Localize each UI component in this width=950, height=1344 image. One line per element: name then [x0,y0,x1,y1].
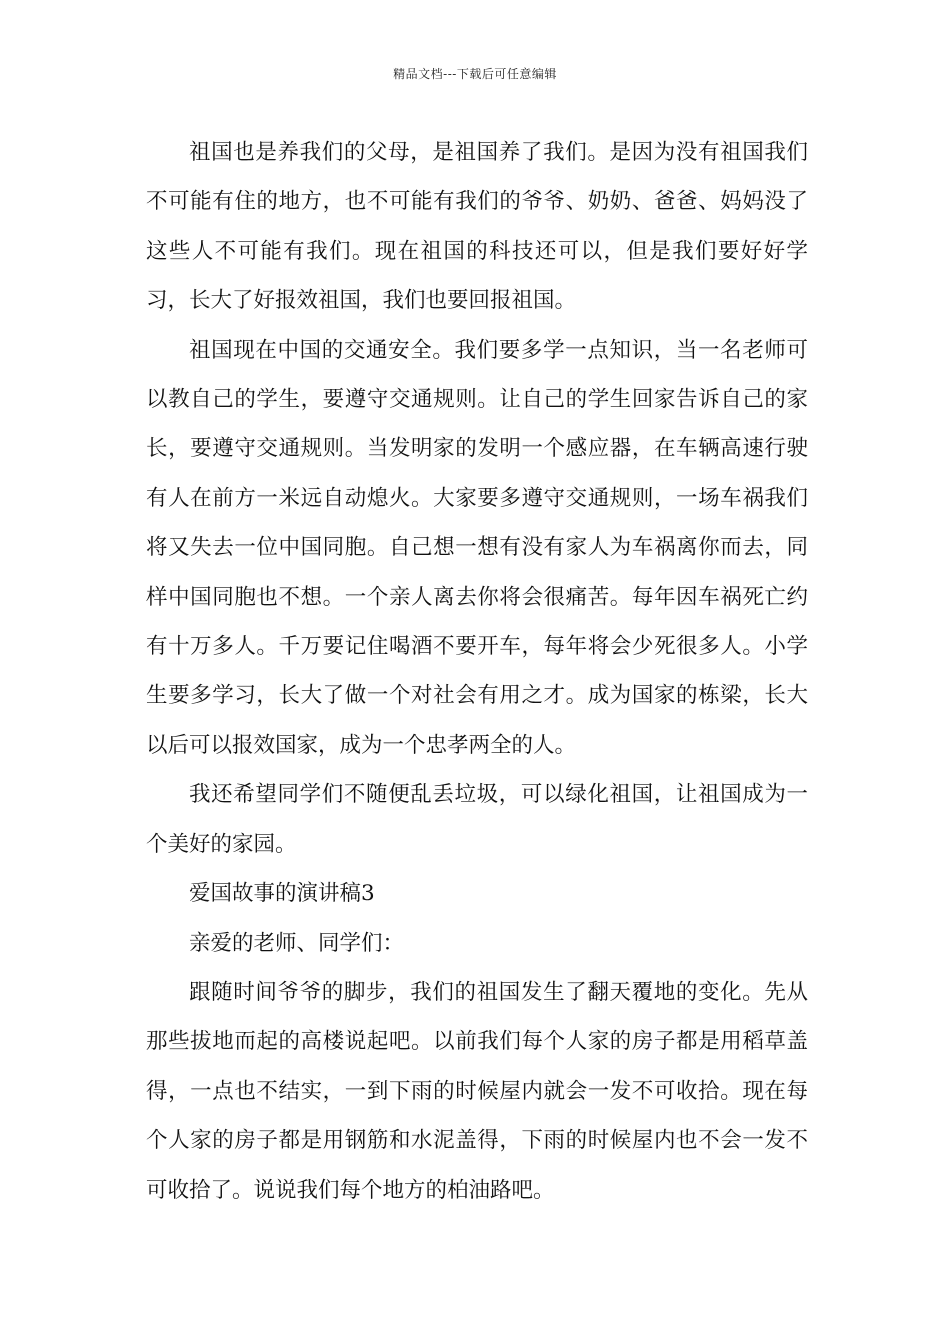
paragraph-no-littering: 我还希望同学们不随便乱丢垃圾，可以绿化祖国，让祖国成为一个美好的家园。 [146,782,808,857]
section-title: 爱国故事的演讲稿3 [189,881,375,907]
page-header: 精品文档---下载后可任意编辑 [393,67,557,81]
document-body [146,128,808,1215]
paragraph-traffic-safety: 祖国现在中国的交通安全。我们要多学一点知识，当一名老师可以教自己的学生，要遵守交通规则。让自己的学生回家告诉自己的家长，要遵守交通规则。当发明家的发明一个感应器，在车辆高速行驶有人在前方一米远自动熄火。大家要多遵守交通规则，一场车祸我们将又失去一位中国同胞。自己想一想有没有家人为车祸离你而去，同样中国同胞也不想。一个亲人离去你将会很痛苦。每年因车祸死亡约有十万多人。千万要记住喝酒不要开车，每年将会少死很多人。小学生要多学习，长大了做一个对社会有用之才。成为国家的栋梁，长大以后可以报效国家，成为一个忠孝两全的人。 [146,337,808,758]
paragraph-motherland-parents: 祖国也是养我们的父母，是祖国养了我们。是因为没有祖国我们不可能有住的地方，也不可能有我们的爷爷、奶奶、爸爸、妈妈没了这些人不可能有我们。现在祖国的科技还可以，但是我们要好好学习，长大了好报效祖国，我们也要回报祖国。 [146,140,808,314]
paragraph-changes: 跟随时间爷爷的脚步，我们的祖国发生了翻天覆地的变化。先从那些拔地而起的高楼说起吧。以前我们每个人家的房子都是用稻草盖得，一点也不结实，一到下雨的时候屋内就会一发不可收拾。现在每个人家的房子都是用钢筋和水泥盖得，下雨的时候屋内也不会一发不可收拾了。说说我们每个地方的柏油路吧。 [146,979,808,1203]
salutation: 亲爱的老师、同学们： [189,930,405,956]
